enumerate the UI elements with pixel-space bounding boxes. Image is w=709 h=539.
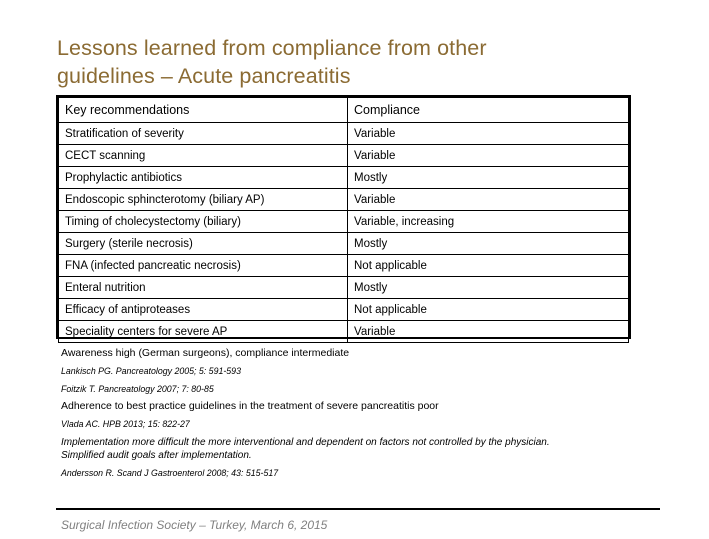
footer-divider [56, 508, 660, 510]
recommendation-cell: Timing of cholecystectomy (biliary) [59, 211, 348, 233]
reference-lankisch: Lankisch PG. Pancreatology 2005; 5: 591-593 [61, 366, 241, 376]
compliance-cell: Mostly [348, 233, 629, 255]
table-row [59, 189, 629, 211]
note-awareness: Awareness high (German surgeons), compliance intermediate [61, 347, 350, 359]
compliance-cell: Variable [348, 145, 629, 167]
table-row [59, 321, 629, 343]
table-row [59, 299, 629, 321]
compliance-cell: Variable [348, 321, 629, 343]
notes-section [61, 347, 661, 479]
recommendation-cell: Prophylactic antibiotics [59, 167, 348, 189]
compliance-cell: Variable [348, 189, 629, 211]
recommendation-cell: Surgery (sterile necrosis) [59, 233, 348, 255]
compliance-cell: Variable [348, 123, 629, 145]
recommendations-table [56, 95, 631, 339]
table-header-row [59, 98, 629, 123]
recommendation-cell: Efficacy of antiproteases [59, 299, 348, 321]
note-adherence: Adherence to best practice guidelines in the treatment of severe pancreatitis poor [61, 400, 439, 412]
note-implementation-line-2: Simplified audit goals after implementation. [61, 450, 252, 461]
footer-text: Surgical Infection Society – Turkey, March 6, 2015 [61, 518, 328, 532]
compliance-cell: Mostly [348, 277, 629, 299]
recommendation-cell: Speciality centers for severe AP [59, 321, 348, 343]
recommendation-cell: CECT scanning [59, 145, 348, 167]
table-row [59, 145, 629, 167]
header-key-recommendations: Key recommendations [59, 98, 348, 123]
title-line-1: Lessons learned from compliance from other [57, 36, 487, 60]
table-row [59, 233, 629, 255]
reference-andersson: Andersson R. Scand J Gastroenterol 2008; 43: 515-517 [61, 468, 279, 478]
table-row [59, 255, 629, 277]
header-compliance: Compliance [348, 98, 629, 123]
title-line-2: guidelines – Acute pancreatitis [57, 64, 351, 88]
compliance-cell: Mostly [348, 167, 629, 189]
compliance-cell: Not applicable [348, 255, 629, 277]
note-implementation-line-1: Implementation more difficult the more interventional and dependent on factors not controlled by the physician. [61, 437, 550, 448]
recommendation-cell: Enteral nutrition [59, 277, 348, 299]
table-row [59, 123, 629, 145]
table-row [59, 167, 629, 189]
recommendation-cell: Endoscopic sphincterotomy (biliary AP) [59, 189, 348, 211]
table-row [59, 277, 629, 299]
compliance-cell: Variable, increasing [348, 211, 629, 233]
slide-title [57, 34, 677, 90]
compliance-cell: Not applicable [348, 299, 629, 321]
table-row [59, 211, 629, 233]
recommendation-cell: Stratification of severity [59, 123, 348, 145]
reference-vlada: Vlada AC. HPB 2013; 15: 822-27 [61, 419, 190, 429]
recommendation-cell: FNA (infected pancreatic necrosis) [59, 255, 348, 277]
reference-foitzik: Foitzik T. Pancreatology 2007; 7: 80-85 [61, 384, 214, 394]
